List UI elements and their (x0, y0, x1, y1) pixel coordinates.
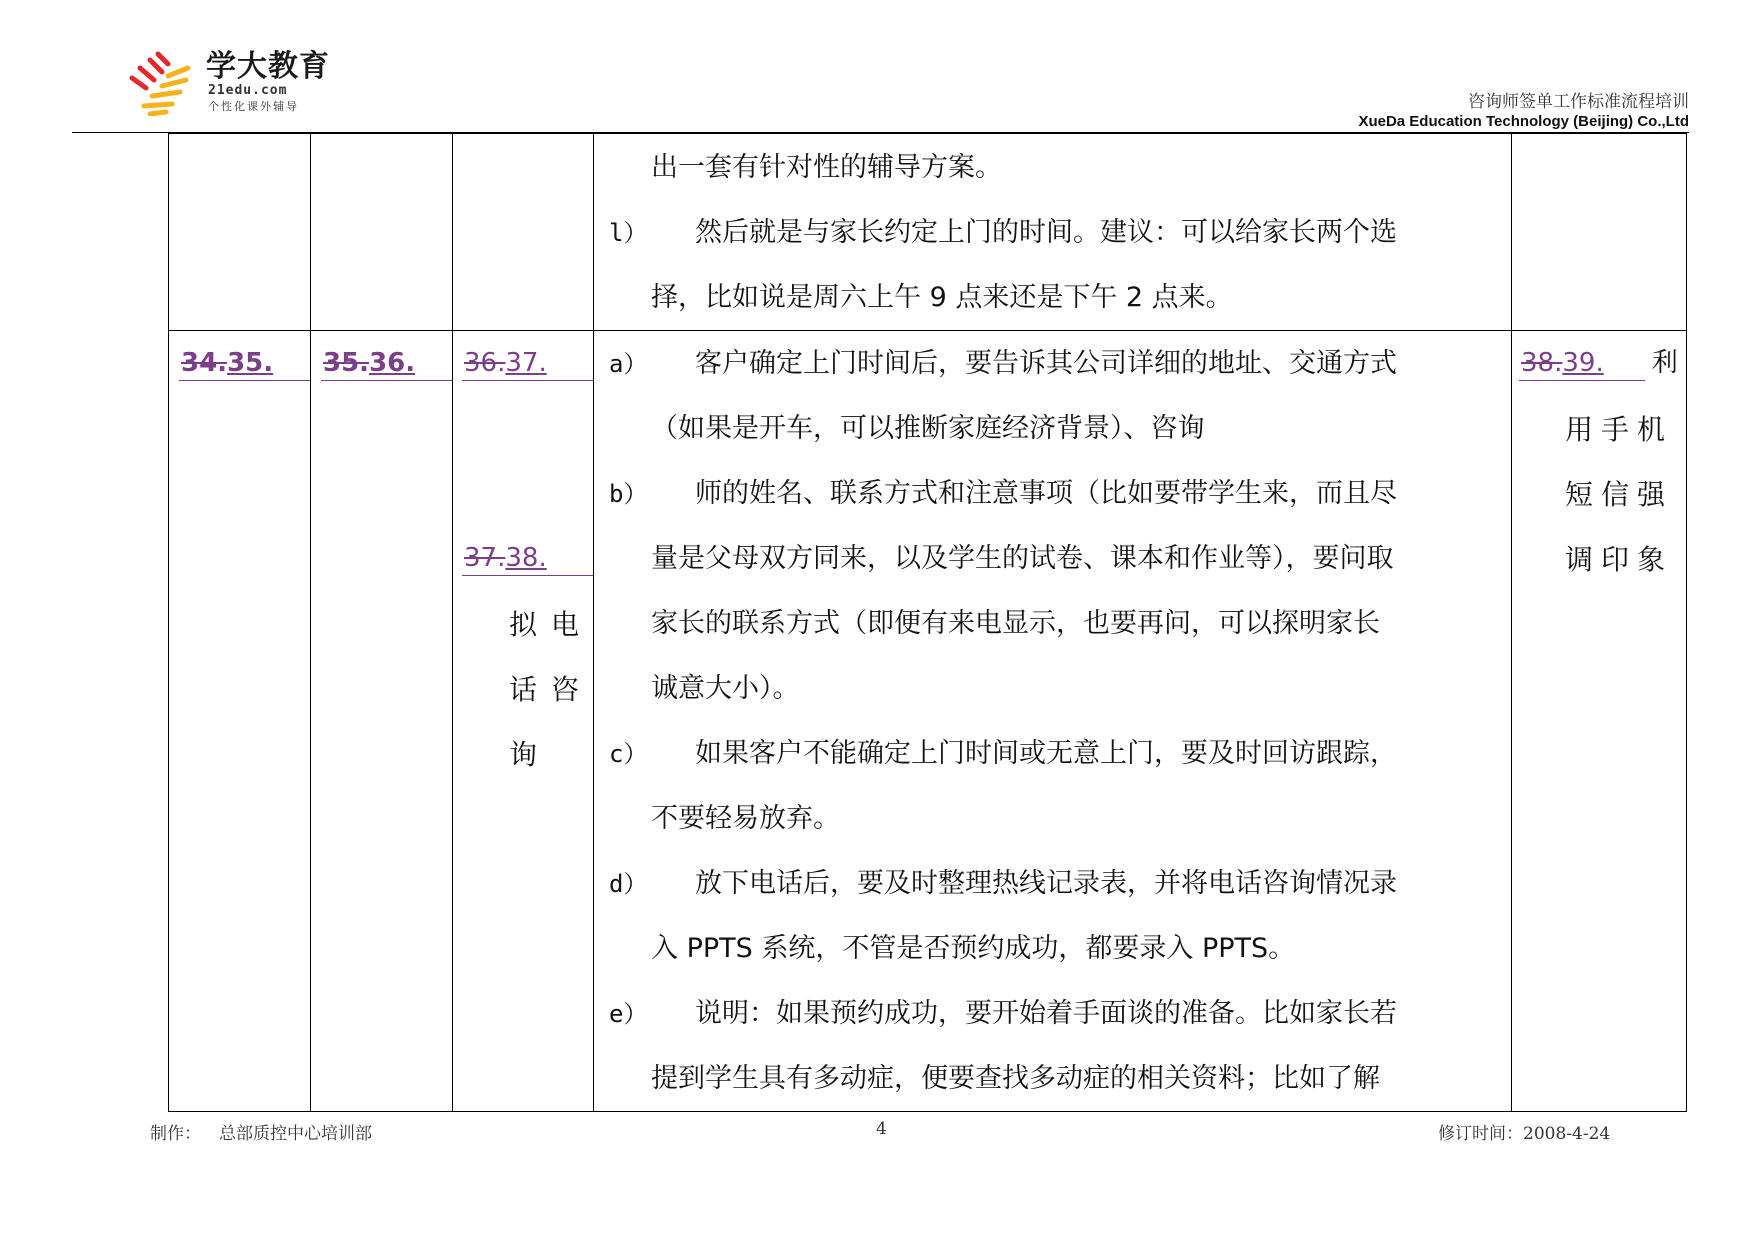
inserted-number: 36. (369, 348, 416, 378)
line-text: 师的姓名、联系方式和注意事项（比如要带学生来，而且尽 (695, 478, 1397, 509)
line-text: 然后就是与家长约定上门的时间。建议：可以给家长两个选 (695, 217, 1397, 248)
deleted-number: 37. (464, 543, 506, 573)
list-marker: e） (609, 1000, 648, 1028)
label-line: 话咨 (509, 673, 594, 706)
xueda-logo-icon (128, 50, 192, 116)
text-line (595, 591, 1380, 656)
note-line: 用手机 (1565, 413, 1674, 446)
footer-revision (1438, 1119, 1610, 1144)
column-divider (593, 134, 594, 1111)
text-line (595, 656, 800, 721)
inserted-number: 39. (1562, 348, 1604, 378)
revision-label: 修订时间： (1438, 1124, 1523, 1144)
line-text: 量是父母双方同来，以及学生的试卷、课本和作业等），要问取 (651, 543, 1394, 574)
line-text: 入 PPTS 系统，不管是否预约成功，都要录入 PPTS。 (651, 933, 1296, 964)
text-line (595, 1046, 1380, 1111)
line-text: 择，比如说是周六上午 9 点来还是下午 2 点来。 (651, 282, 1233, 313)
step-number-col1 (181, 348, 273, 378)
list-marker: l） (609, 219, 648, 247)
list-marker: a） (609, 350, 648, 378)
line-text: 放下电话后，要及时整理热线记录表，并将电话咨询情况录 (695, 868, 1397, 899)
logo-name: 学大教育 (206, 49, 330, 84)
number-underline (1519, 380, 1645, 381)
step-number-col3b (464, 543, 547, 573)
inserted-number: 38. (505, 543, 547, 573)
logo-tagline: 个性化课外辅导 (208, 100, 299, 113)
line-text: 诚意大小）。 (651, 673, 800, 704)
note-line: 调印象 (1565, 543, 1674, 576)
company-logo (128, 46, 358, 122)
column-divider (452, 134, 453, 1111)
company-name: XueDa Education Technology (Beijing) Co.,Ltd (1358, 113, 1689, 130)
text-line (595, 396, 1205, 461)
maker-label: 制作： (150, 1124, 201, 1144)
inserted-number: 35. (227, 348, 274, 378)
note-line: 短信强 (1565, 478, 1674, 511)
maker-name: 总部质控中心培训部 (219, 1124, 372, 1144)
text-line (595, 721, 1397, 786)
text-line (595, 135, 1002, 200)
footer-maker (150, 1119, 372, 1144)
text-line (595, 526, 1394, 591)
text-line (595, 265, 1233, 330)
list-marker: b） (609, 480, 648, 508)
step-number-col3 (464, 348, 547, 378)
line-text: 不要轻易放弃。 (651, 803, 840, 834)
text-line (595, 331, 1397, 396)
list-marker: d） (609, 870, 648, 898)
number-underline (462, 380, 593, 381)
deleted-number: 38. (1521, 348, 1563, 378)
step-number-col5 (1521, 348, 1678, 378)
process-table (168, 133, 1687, 1112)
page-number: 4 (876, 1119, 887, 1139)
number-underline (179, 380, 310, 381)
text-line (595, 981, 1397, 1046)
note-text-start: 利 (1651, 348, 1678, 378)
text-line (595, 461, 1397, 526)
label-line: 询 (509, 738, 552, 771)
line-text: 如果客户不能确定上门时间或无意上门，要及时回访跟踪， (695, 738, 1397, 769)
revision-date: 2008-4-24 (1523, 1124, 1611, 1144)
text-line (595, 916, 1295, 981)
deleted-number: 35. (323, 348, 370, 378)
step-label (509, 592, 593, 787)
label-line: 拟电 (509, 608, 594, 641)
line-text: 家长的联系方式（即便有来电显示，也要再问，可以探明家长 (651, 608, 1380, 639)
list-marker: c） (609, 740, 648, 768)
line-text: 提到学生具有多动症，便要查找多动症的相关资料；比如了解 (651, 1063, 1380, 1094)
column-divider (310, 134, 311, 1111)
line-text: 出一套有针对性的辅导方案。 (651, 152, 1002, 183)
deleted-number: 34. (181, 348, 228, 378)
line-text: 说明：如果预约成功，要开始着手面谈的准备。比如家长若 (695, 998, 1397, 1029)
inserted-number: 37. (505, 348, 547, 378)
step-number-col2 (323, 348, 415, 378)
line-text: 客户确定上门时间后，要告诉其公司详细的地址、交通方式 (695, 348, 1397, 379)
text-line (595, 851, 1397, 916)
text-line (595, 786, 840, 851)
step-note (1565, 397, 1673, 592)
logo-domain: 21edu.com (208, 83, 288, 98)
deleted-number: 36. (464, 348, 506, 378)
line-text: （如果是开车，可以推断家庭经济背景）、咨询 (651, 413, 1205, 444)
number-underline (321, 380, 452, 381)
column-divider (1511, 134, 1512, 1111)
number-underline (462, 575, 593, 576)
document-title: 咨询师签单工作标准流程培训 (1468, 92, 1689, 112)
text-line (595, 200, 1397, 265)
